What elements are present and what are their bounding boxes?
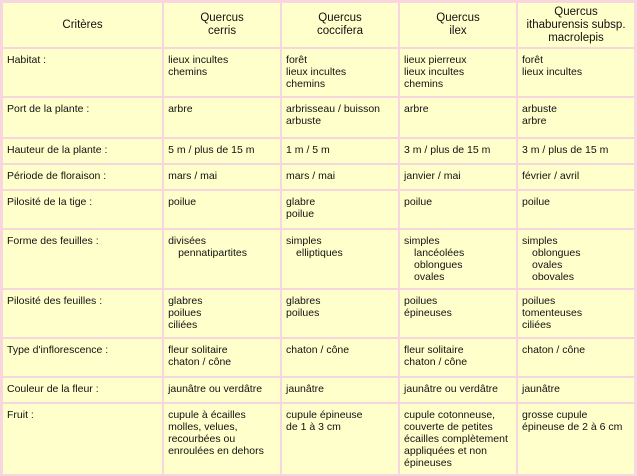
cell-line: épineuses (404, 307, 452, 319)
cell-line: couverte de petites (404, 421, 493, 433)
criteria-header: Critères (3, 3, 162, 47)
table-cell (282, 404, 398, 474)
table-cell (164, 339, 280, 376)
cell-line: jaunâtre (286, 383, 324, 395)
cell-line: enroulées en dehors (168, 445, 264, 457)
cell-line: mars / mai (286, 170, 336, 182)
criterion-label: Forme des feuilles : (3, 230, 162, 288)
table-cell (518, 191, 634, 228)
cell-line: jaunâtre ou verdâtre (168, 383, 263, 395)
cell-line: oblongues (414, 259, 463, 271)
species-header (400, 3, 516, 47)
table-cell (282, 290, 398, 337)
cell-line: glabre (286, 196, 316, 208)
criterion-label: Période de floraison : (3, 165, 162, 189)
table-cell (400, 378, 516, 402)
cell-line: simples (404, 235, 440, 247)
species-header (282, 3, 398, 47)
table-cell (164, 290, 280, 337)
cell-line: lancéolées (414, 247, 465, 259)
table-cell (282, 98, 398, 137)
table-cell (400, 139, 516, 163)
table-cell (518, 139, 634, 163)
table-row (3, 378, 634, 402)
table-cell (518, 98, 634, 137)
species-header (164, 3, 280, 47)
cell-line: molles, velues, (168, 421, 238, 433)
table-cell (164, 49, 280, 96)
cell-line: poilue (286, 208, 315, 220)
cell-line: janvier / mai (404, 170, 461, 182)
cell-line: mars / mai (168, 170, 218, 182)
cell-line: chaton / cône (521, 344, 586, 356)
table-cell (518, 49, 634, 96)
table-cell (164, 98, 280, 137)
table-row (3, 98, 634, 137)
cell-line: cupule épineuse (286, 409, 363, 421)
header-row (3, 3, 634, 47)
cell-line: obovales (531, 271, 575, 283)
table-row (3, 339, 634, 376)
cell-line: simples (286, 235, 322, 247)
table-cell (400, 339, 516, 376)
species-name-line: ithaburensis subsp. (526, 18, 626, 31)
table-cell (282, 230, 398, 288)
cell-line: ciliées (168, 319, 198, 331)
cell-line: poilue (168, 196, 197, 208)
cell-line: jaunâtre ou verdâtre (404, 383, 498, 395)
species-name-line: Quercus (318, 12, 362, 24)
criterion-label: Type d'inflorescence : (3, 339, 162, 376)
table-cell (164, 191, 280, 228)
cell-line: épineuse de 2 à 6 cm (521, 421, 623, 433)
cell-line: épineuses (404, 457, 452, 469)
species-name-line: coccifera (317, 25, 364, 37)
criterion-label: Hauteur de la plante : (3, 139, 162, 163)
cell-line: poilues (168, 307, 202, 319)
table-cell (400, 191, 516, 228)
cell-line: poilues (521, 295, 556, 307)
table-cell (400, 165, 516, 189)
table-cell (282, 139, 398, 163)
criterion-label: Pilosité de la tige : (3, 191, 162, 228)
criterion-label: Habitat : (3, 49, 162, 96)
cell-line: fleur solitaire (168, 344, 228, 356)
species-name-line: Quercus (554, 5, 598, 18)
table-cell (400, 49, 516, 96)
cell-line: tomenteuses (521, 307, 583, 319)
criterion-label: Port de la plante : (3, 98, 162, 137)
table-row (3, 165, 634, 189)
table-row (3, 404, 634, 474)
cell-line: fleur solitaire (404, 344, 464, 356)
species-name-line: ilex (449, 25, 467, 37)
cell-line: chemins (286, 78, 326, 90)
cell-line: poilue (404, 196, 433, 208)
cell-line: chaton / cône (168, 356, 232, 368)
table-cell (282, 378, 398, 402)
cell-line: lieux incultes (286, 66, 347, 78)
table-row (3, 139, 634, 163)
cell-line: arbre (521, 115, 547, 127)
table-row (3, 191, 634, 228)
cell-line: lieux incultes (404, 66, 465, 78)
cell-line: glabres (168, 295, 203, 307)
table-cell (518, 165, 634, 189)
table-cell (164, 378, 280, 402)
table-cell (518, 290, 634, 337)
cell-line: poilue (521, 196, 551, 208)
cell-line: de 1 à 3 cm (286, 421, 341, 433)
cell-line: 5 m / plus de 15 m (168, 144, 255, 156)
table-cell (164, 165, 280, 189)
table-cell (518, 230, 634, 288)
cell-line: cupule à écailles (168, 409, 246, 421)
cell-line: cupule cotonneuse, (404, 409, 496, 421)
cell-line: 3 m / plus de 15 m (521, 144, 609, 156)
cell-line: jaunâtre (521, 383, 560, 395)
criterion-label: Fruit : (3, 404, 162, 474)
cell-line: poilues (286, 307, 320, 319)
table-cell (400, 98, 516, 137)
table-cell (164, 139, 280, 163)
cell-line: oblongues (531, 247, 581, 259)
cell-line: 3 m / plus de 15 m (404, 144, 491, 156)
table-cell (400, 290, 516, 337)
species-header (518, 3, 634, 47)
table-cell (282, 191, 398, 228)
cell-line: forêt (521, 54, 543, 66)
comparison-table (1, 1, 636, 476)
table-cell (518, 404, 634, 474)
cell-line: ovales (531, 259, 563, 271)
table-cell (282, 165, 398, 189)
cell-line: lieux incultes (168, 54, 229, 66)
cell-line: arbre (404, 103, 429, 115)
cell-line: arbrisseau / buisson (286, 103, 381, 115)
cell-line: arbuste (521, 103, 558, 115)
cell-line: appliquées et non (404, 445, 487, 457)
table-cell (518, 339, 634, 376)
cell-line: écailles complètement (404, 433, 508, 445)
cell-line: pennatipartites (178, 247, 247, 259)
table-cell (164, 404, 280, 474)
table-cell (400, 230, 516, 288)
table-row (3, 49, 634, 96)
table-cell (282, 339, 398, 376)
table-row (3, 290, 634, 337)
cell-line: elliptiques (296, 247, 343, 259)
table-cell (518, 378, 634, 402)
cell-line: ciliées (521, 319, 552, 331)
cell-line: chaton / cône (286, 344, 350, 356)
cell-line: lieux incultes (521, 66, 583, 78)
cell-line: poilues (404, 295, 438, 307)
cell-line: forêt (286, 54, 308, 66)
criterion-label: Couleur de la fleur : (3, 378, 162, 402)
cell-line: grosse cupule (521, 409, 588, 421)
cell-line: ovales (414, 271, 445, 283)
cell-line: arbuste (286, 115, 322, 127)
criterion-label: Pilosité des feuilles : (3, 290, 162, 337)
species-name-line: Quercus (200, 12, 244, 24)
cell-line: chemins (168, 66, 208, 78)
species-name-line: macrolepis (548, 31, 604, 44)
cell-line: chaton / cône (404, 356, 468, 368)
cell-line: lieux pierreux (404, 54, 467, 66)
cell-line: chemins (404, 78, 444, 90)
cell-line: simples (521, 235, 558, 247)
table-cell (400, 404, 516, 474)
species-name-line: cerris (208, 25, 237, 37)
cell-line: recourbées ou (168, 433, 236, 445)
cell-line: arbre (168, 103, 193, 115)
species-name-line: Quercus (436, 12, 480, 24)
cell-line: 1 m / 5 m (286, 144, 330, 156)
table-cell (282, 49, 398, 96)
table-cell (164, 230, 280, 288)
table-row (3, 230, 634, 288)
cell-line: divisées (168, 235, 207, 247)
cell-line: glabres (286, 295, 321, 307)
cell-line: février / avril (521, 170, 580, 182)
